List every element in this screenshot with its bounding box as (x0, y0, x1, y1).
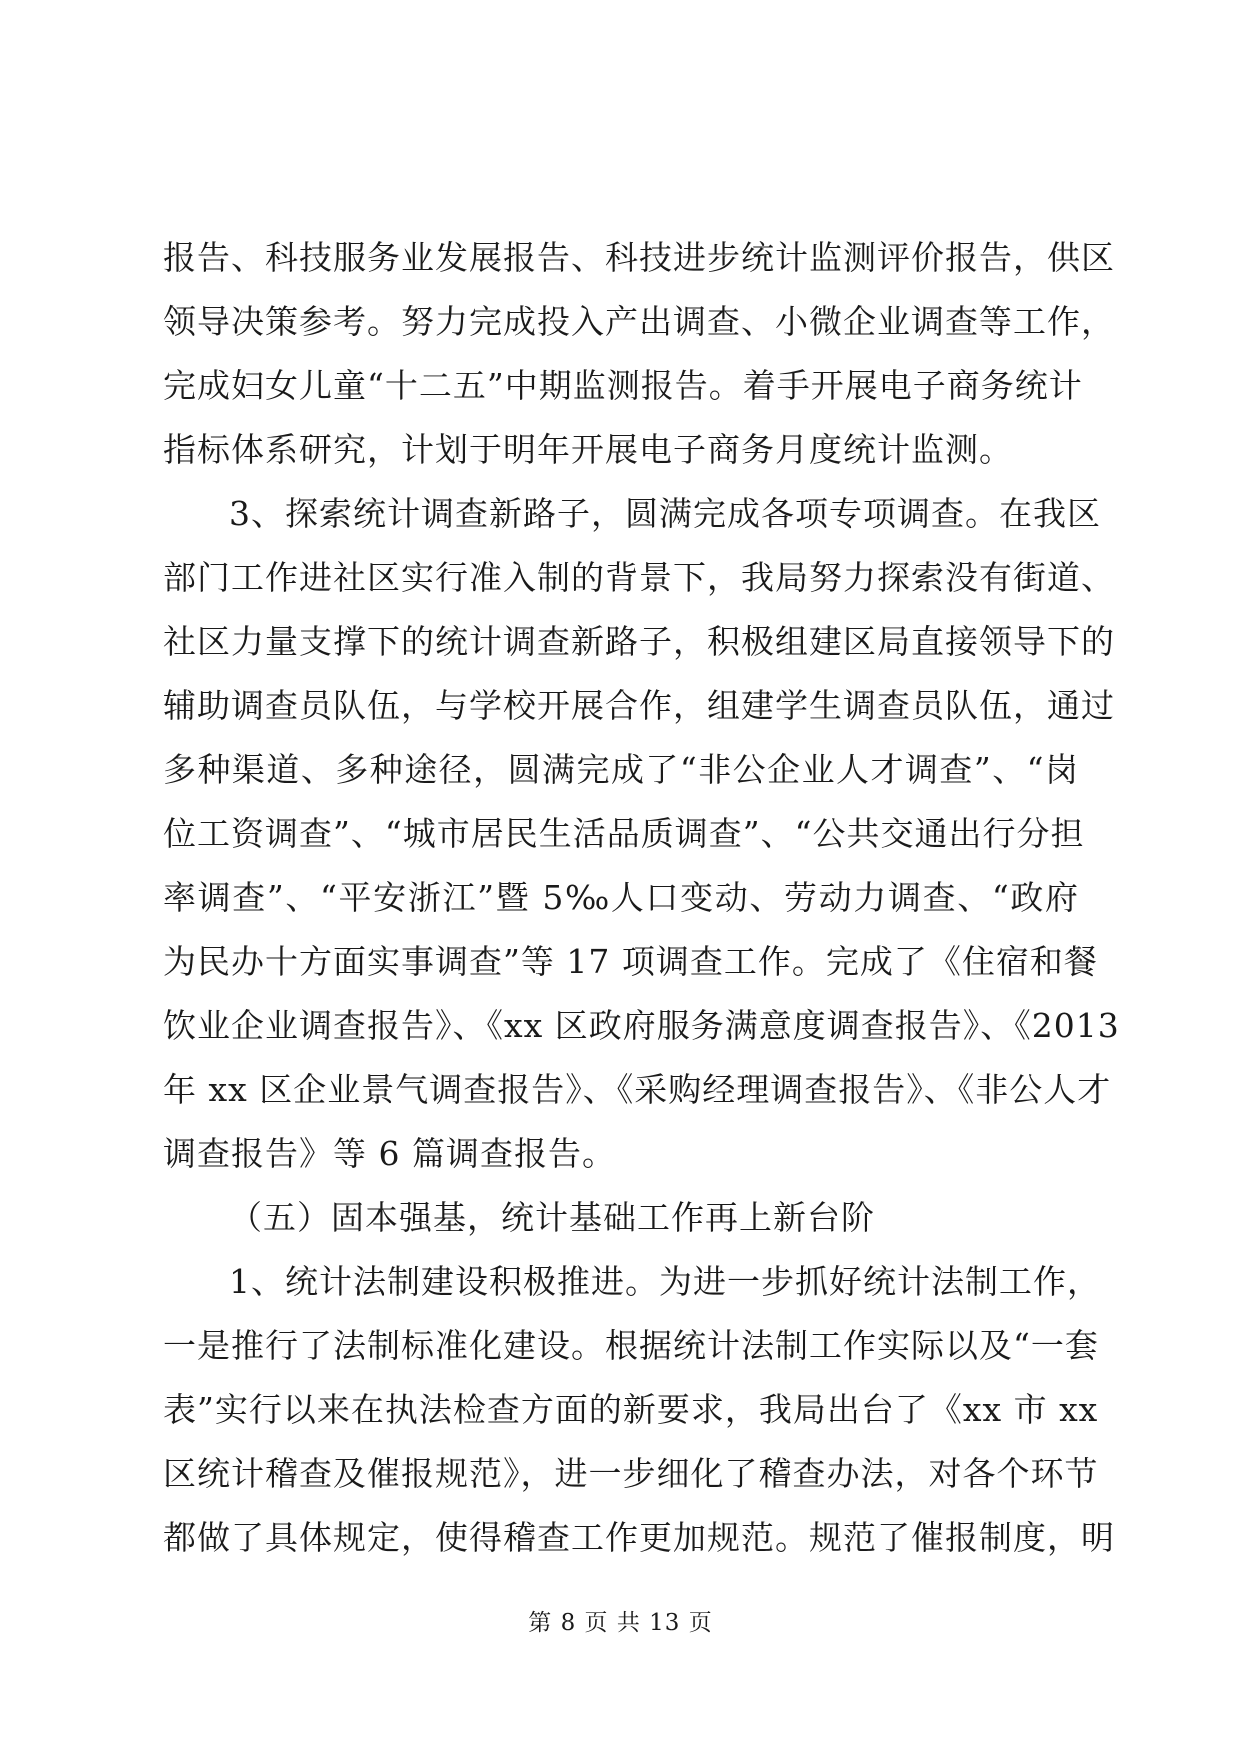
paragraph-1-line: 完成妇女儿童“十二五”中期监测报告。着手开展电子商务统计 (163, 366, 1083, 405)
paragraph-3-line: 表”实行以来在执法检查方面的新要求，我局出台了《xx 市 xx (163, 1390, 1099, 1429)
paragraph-3-line: 1、统计法制建设积极推进。为进一步抓好统计法制工作， (229, 1262, 1101, 1301)
paragraph-2-line: 部门工作进社区实行准入制的背景下，我局努力探索没有街道、 (163, 558, 1115, 597)
paragraph-2-line: 饮业企业调查报告》、《xx 区政府服务满意度调查报告》、《2013 (163, 1006, 1120, 1045)
paragraph-1-line: 领导决策参考。努力完成投入产出调查、小微企业调查等工作， (163, 302, 1115, 341)
paragraph-1-line: 报告、科技服务业发展报告、科技进步统计监测评价报告，供区 (163, 238, 1115, 277)
paragraph-2-line: 年 xx 区企业景气调查报告》、《采购经理调查报告》、《非公人才 (163, 1070, 1112, 1109)
paragraph-2-line: 社区力量支撑下的统计调查新路子，积极组建区局直接领导下的 (163, 622, 1115, 661)
paragraph-2-line: 为民办十方面实事调查”等 17 项调查工作。完成了《住宿和餐 (163, 942, 1098, 981)
paragraph-3-line: 都做了具体规定，使得稽查工作更加规范。规范了催报制度，明 (163, 1518, 1115, 1557)
paragraph-2-line: 调查报告》等 6 篇调查报告。 (163, 1134, 616, 1173)
paragraph-2-line: 率调查”、“平安浙江”暨 5‰人口变动、劳动力调查、“政府 (163, 878, 1079, 917)
paragraph-3-line: 一是推行了法制标准化建设。根据统计法制工作实际以及“一套 (163, 1326, 1099, 1365)
paragraph-1-line: 指标体系研究，计划于明年开展电子商务月度统计监测。 (163, 430, 1013, 469)
paragraph-2-line: 辅助调查员队伍，与学校开展合作，组建学生调查员队伍，通过 (163, 686, 1115, 725)
paragraph-3-line: 区统计稽查及催报规范》，进一步细化了稽查办法，对各个环节 (163, 1454, 1099, 1493)
section-heading: （五）固本强基，统计基础工作再上新台阶 (229, 1198, 875, 1237)
document-body (163, 226, 1120, 1570)
paragraph-2-line: 3、探索统计调查新路子，圆满完成各项专项调查。在我区 (229, 494, 1101, 533)
paragraph-2-line: 位工资调查”、“城市居民生活品质调查”、“公共交通出行分担 (163, 814, 1085, 853)
page-number-footer: 第 8 页 共 13 页 (528, 1610, 713, 1636)
paragraph-2-line: 多种渠道、多种途径，圆满完成了“非公企业人才调查”、“岗 (163, 750, 1079, 789)
